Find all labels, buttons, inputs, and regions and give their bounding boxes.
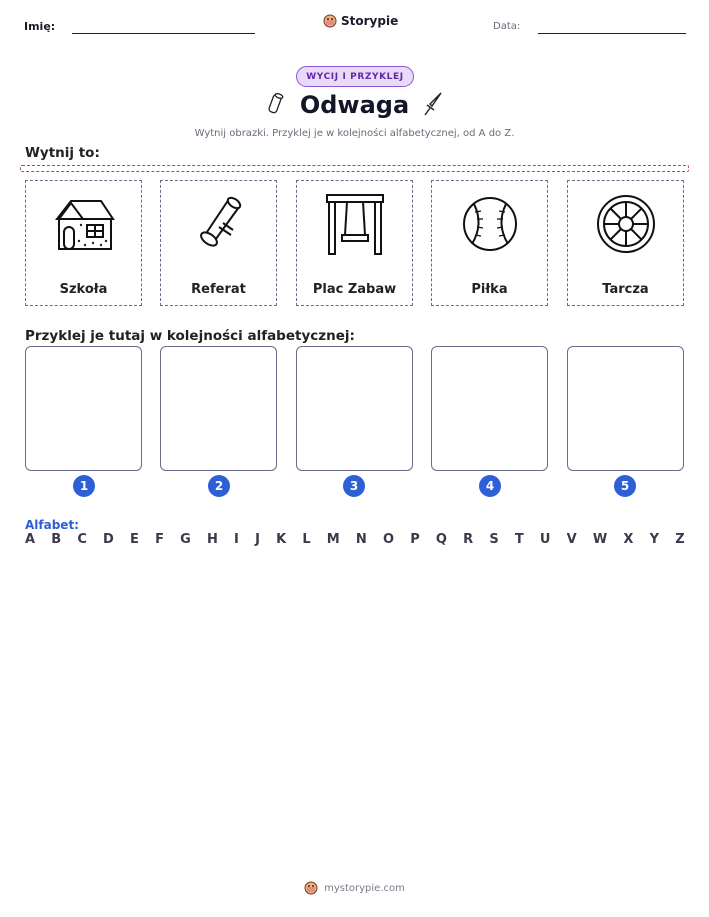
alphabet-letter: P bbox=[410, 532, 420, 547]
paste-slot-2[interactable] bbox=[160, 346, 277, 471]
alphabet-letter: M bbox=[326, 532, 340, 547]
pie-mascot-icon bbox=[323, 14, 337, 28]
swing-icon bbox=[323, 191, 387, 257]
footer-site[interactable]: mystorypie.com bbox=[324, 882, 405, 894]
alphabet-letter: G bbox=[180, 532, 191, 547]
cut-card-playground[interactable] bbox=[296, 180, 413, 306]
school-icon bbox=[51, 195, 117, 253]
date-label: Data: bbox=[493, 21, 521, 32]
brand-name: Storypie bbox=[341, 14, 399, 28]
alphabet-label: Alfabet: bbox=[25, 518, 79, 532]
alphabet-letter: Z bbox=[675, 532, 685, 547]
paste-heading: Przyklej je tutaj w kolejności alfabetycznej: bbox=[25, 328, 355, 344]
alphabet-letter: A bbox=[25, 532, 36, 547]
card-label: Piłka bbox=[471, 282, 508, 297]
alphabet-letter: B bbox=[51, 532, 62, 547]
alphabet-letter: C bbox=[77, 532, 87, 547]
name-label: Imię: bbox=[24, 20, 56, 33]
alphabet-letter: W bbox=[592, 532, 608, 547]
cut-line bbox=[20, 165, 689, 172]
paste-slot-5[interactable] bbox=[567, 346, 684, 471]
cut-card-shield[interactable] bbox=[567, 180, 684, 306]
slot-number-badge: 1 bbox=[73, 475, 95, 497]
ball-icon bbox=[460, 194, 520, 254]
paste-slot-3[interactable] bbox=[296, 346, 413, 471]
card-label: Plac Zabaw bbox=[312, 282, 397, 297]
cut-heading: Wytnij to: bbox=[25, 145, 100, 161]
alphabet-letter: Q bbox=[435, 532, 447, 547]
alphabet-letter: K bbox=[276, 532, 287, 547]
alphabet-letter: O bbox=[382, 532, 395, 547]
card-label: Szkoła bbox=[59, 282, 108, 297]
footer bbox=[0, 881, 709, 895]
cut-card-ball[interactable] bbox=[431, 180, 548, 306]
brand-logo bbox=[323, 14, 398, 28]
shield-icon bbox=[595, 193, 657, 255]
slot-number-badge: 3 bbox=[343, 475, 365, 497]
page-title: Odwaga bbox=[299, 91, 410, 119]
alphabet-letter: E bbox=[130, 532, 139, 547]
pie-mascot-icon bbox=[304, 881, 318, 895]
slot-number-badge: 2 bbox=[208, 475, 230, 497]
alphabet-letter: U bbox=[539, 532, 551, 547]
slot-number-badge: 4 bbox=[479, 475, 501, 497]
alphabet-letter: R bbox=[463, 532, 474, 547]
alphabet-letter: T bbox=[514, 532, 524, 547]
alphabet-letter: I bbox=[234, 532, 239, 547]
cut-card-report[interactable] bbox=[160, 180, 277, 306]
alphabet-letter: V bbox=[566, 532, 577, 547]
alphabet-letter: D bbox=[103, 532, 114, 547]
sword-icon bbox=[421, 91, 445, 119]
instructions: Wytnij obrazki. Przyklej je w kolejności alfabetycznej, od A do Z. bbox=[194, 128, 515, 139]
alphabet-letter: L bbox=[302, 532, 311, 547]
date-line[interactable] bbox=[538, 33, 686, 34]
paste-slot-1[interactable] bbox=[25, 346, 142, 471]
alphabet-letter: Y bbox=[649, 532, 660, 547]
alphabet-letter: N bbox=[355, 532, 367, 547]
alphabet-row bbox=[25, 532, 685, 547]
alphabet-letter: S bbox=[489, 532, 499, 547]
alphabet-letter: H bbox=[206, 532, 218, 547]
cut-card-school[interactable] bbox=[25, 180, 142, 306]
alphabet-letter: J bbox=[255, 532, 260, 547]
paste-slot-4[interactable] bbox=[431, 346, 548, 471]
card-label: Referat bbox=[191, 282, 246, 297]
alphabet-letter: X bbox=[623, 532, 634, 547]
card-label: Tarcza bbox=[602, 282, 649, 297]
activity-badge: WYCIJ I PRZYKLEJ bbox=[296, 66, 414, 87]
slot-number-badge: 5 bbox=[614, 475, 636, 497]
alphabet-letter: F bbox=[155, 532, 164, 547]
name-line[interactable] bbox=[72, 33, 255, 34]
scroll-icon bbox=[189, 193, 249, 255]
